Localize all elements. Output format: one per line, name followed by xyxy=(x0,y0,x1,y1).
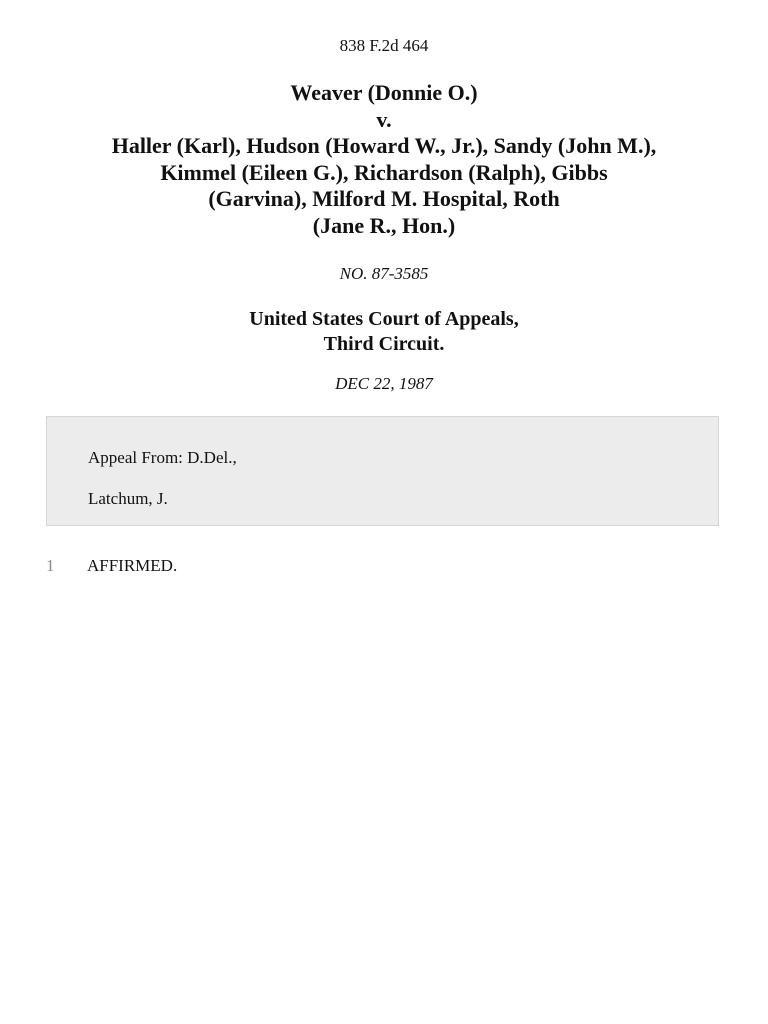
title-line: Weaver (Donnie O.) xyxy=(290,80,478,105)
docket-number: NO. 87-3585 xyxy=(339,264,429,283)
appeal-from: Appeal From: D.Del., xyxy=(88,448,237,467)
title-line: (Garvina), Milford M. Hospital, Roth xyxy=(208,186,560,211)
decision-date: DEC 22, 1987 xyxy=(335,374,433,393)
case-citation: 838 F.2d 464 xyxy=(339,36,429,55)
paragraph-number: 1 xyxy=(46,556,55,575)
case-title xyxy=(40,80,728,239)
court-name xyxy=(0,307,768,357)
appeal-judge: Latchum, J. xyxy=(88,489,168,508)
title-line: (Jane R., Hon.) xyxy=(312,212,456,238)
court-line: United States Court of Appeals, xyxy=(249,308,519,330)
paragraph-text: AFFIRMED. xyxy=(87,556,178,575)
title-line: Kimmel (Eileen G.), Richardson (Ralph), Gibbs xyxy=(160,159,608,185)
title-line: Haller (Karl), Hudson (Howard W., Jr.), Sandy (John M.), xyxy=(111,133,657,158)
court-line: Third Circuit. xyxy=(323,333,445,355)
appeal-info-box xyxy=(46,416,719,526)
title-line: v. xyxy=(376,106,392,132)
